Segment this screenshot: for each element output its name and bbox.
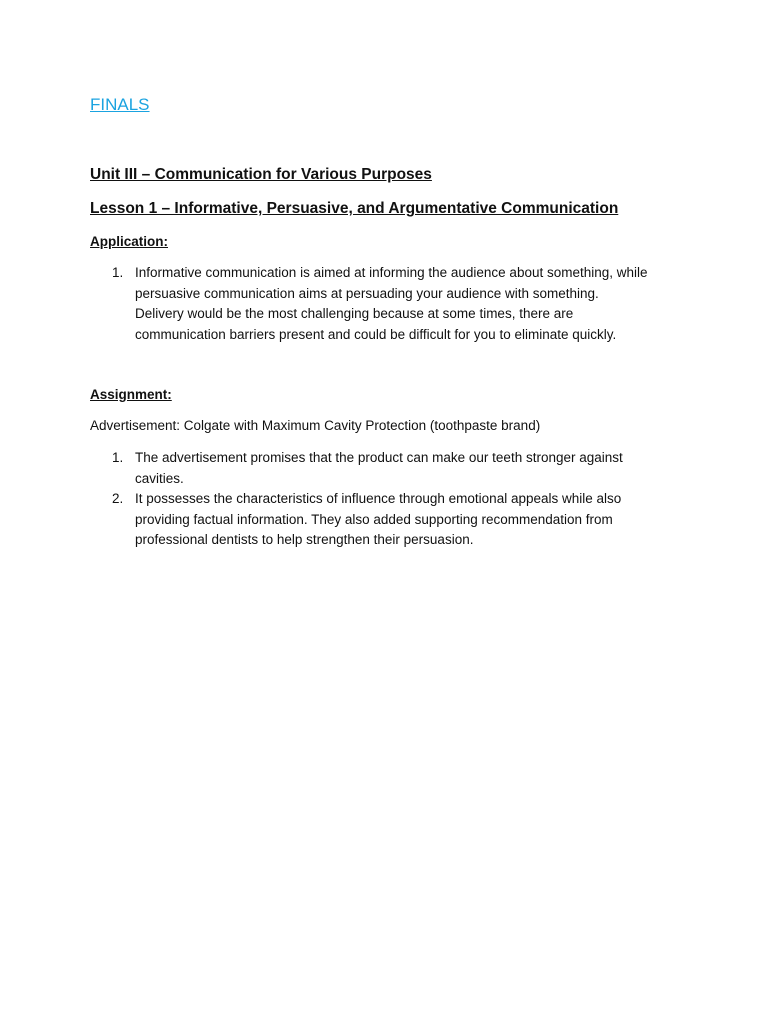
- unit-heading: Unit III – Communication for Various Purposes: [90, 166, 432, 183]
- list-number: 1.: [112, 450, 124, 465]
- list-line: Informative communication is aimed at informing the audience about something, while: [135, 265, 648, 280]
- advertisement-line: Advertisement: Colgate with Maximum Cavity Protection (toothpaste brand): [90, 418, 541, 433]
- list-line: communication barriers present and could be difficult for you to eliminate quickly.: [135, 326, 617, 342]
- list-line: Delivery would be the most challenging because at some times, there are: [135, 306, 574, 321]
- list-line: persuasive communication aims at persuading your audience with something.: [135, 285, 599, 301]
- list-line: providing factual information. They also added supporting recommendation from: [135, 511, 613, 527]
- finals-heading: FINALS: [90, 95, 150, 114]
- application-list: [90, 263, 680, 345]
- application-label: Application:: [90, 234, 168, 249]
- list-line: The advertisement promises that the product can make our teeth stronger against: [135, 450, 623, 465]
- list-line: cavities.: [135, 470, 184, 486]
- assignment-label: Assignment:: [90, 387, 172, 402]
- list-number: 2.: [112, 491, 124, 506]
- lesson-heading: Lesson 1 – Informative, Persuasive, and Argumentative Communication: [90, 200, 619, 217]
- assignment-list: [90, 448, 680, 551]
- list-item: [90, 448, 680, 489]
- list-number: 1.: [112, 265, 124, 280]
- list-item: [90, 263, 680, 345]
- list-line: It possesses the characteristics of influence through emotional appeals while also: [135, 491, 622, 506]
- list-line: professional dentists to help strengthen their persuasion.: [135, 532, 474, 547]
- list-item: [90, 489, 680, 551]
